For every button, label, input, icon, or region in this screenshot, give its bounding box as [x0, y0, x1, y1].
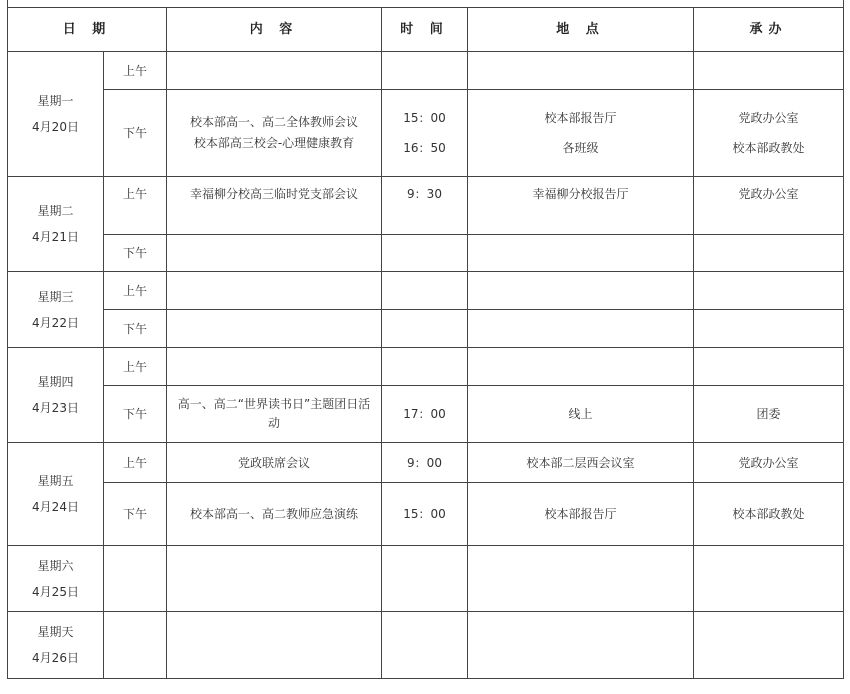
date-cell-sunday — [8, 612, 104, 679]
host-cell: 党政办公室 — [694, 443, 844, 483]
table-row — [8, 90, 844, 177]
time-item: 16：50 — [403, 141, 446, 155]
date-label: 4月20日 — [32, 120, 79, 134]
time-cell — [382, 348, 468, 386]
time-cell: 9：30 — [382, 177, 468, 235]
weekday-label: 星期四 — [37, 375, 74, 389]
period-pm: 下午 — [104, 386, 167, 443]
content-item: 校本部高三校会-心理健康教育 — [193, 136, 355, 150]
place-cell — [468, 612, 694, 679]
content-cell — [167, 52, 382, 90]
weekday-label: 星期天 — [37, 625, 74, 639]
content-cell — [167, 235, 382, 272]
host-cell — [694, 272, 844, 310]
host-cell — [694, 235, 844, 272]
host-item: 校本部政教处 — [732, 141, 805, 155]
weekday-label: 星期六 — [37, 558, 74, 573]
table-row — [8, 546, 844, 612]
period-pm: 下午 — [104, 90, 167, 177]
place-cell — [468, 348, 694, 386]
period-am: 上午 — [104, 177, 167, 235]
host-cell — [694, 52, 844, 90]
content-cell: 党政联席会议 — [167, 443, 382, 483]
period-am: 上午 — [104, 272, 167, 310]
time-cell — [382, 90, 468, 177]
host-cell — [694, 612, 844, 679]
period-pm: 下午 — [104, 235, 167, 272]
period-cell — [104, 612, 167, 679]
host-cell — [694, 348, 844, 386]
time-cell — [382, 546, 468, 612]
table-row — [8, 386, 844, 443]
date-label: 4月24日 — [32, 500, 79, 514]
header-date: 日 期 — [8, 8, 167, 52]
place-cell — [468, 310, 694, 348]
period-pm: 下午 — [104, 483, 167, 546]
date-label: 4月25日 — [32, 584, 79, 599]
table-row — [8, 483, 844, 546]
place-item: 各班级 — [562, 141, 599, 155]
top-margin-row — [8, 0, 844, 8]
time-cell: 9：00 — [382, 443, 468, 483]
host-cell: 团委 — [694, 386, 844, 443]
table-row — [8, 177, 844, 235]
weekday-label: 星期五 — [37, 474, 74, 488]
place-cell — [468, 90, 694, 177]
time-cell — [382, 612, 468, 679]
time-cell — [382, 235, 468, 272]
date-label: 4月22日 — [32, 315, 79, 330]
content-cell — [167, 612, 382, 679]
date-cell-wednesday — [8, 272, 104, 348]
content-cell — [167, 348, 382, 386]
table-row — [8, 235, 844, 272]
content-cell — [167, 272, 382, 310]
place-cell — [468, 52, 694, 90]
time-cell: 17：00 — [382, 386, 468, 443]
header-host: 承办 — [694, 8, 844, 52]
content-cell — [167, 90, 382, 177]
date-cell-saturday — [8, 546, 104, 612]
content-cell — [167, 310, 382, 348]
period-pm: 下午 — [104, 310, 167, 348]
time-cell — [382, 52, 468, 90]
place-cell: 幸福柳分校报告厅 — [468, 177, 694, 235]
date-label: 4月26日 — [32, 651, 79, 665]
date-label: 4月21日 — [32, 230, 79, 244]
header-time: 时 间 — [382, 8, 468, 52]
period-cell — [104, 546, 167, 612]
date-cell-friday — [8, 443, 104, 546]
weekday-label: 星期二 — [37, 204, 74, 218]
date-cell-monday — [8, 52, 104, 177]
host-cell — [694, 546, 844, 612]
place-item: 校本部报告厅 — [544, 111, 617, 125]
table-row — [8, 310, 844, 348]
time-cell — [382, 272, 468, 310]
date-cell-thursday — [8, 348, 104, 443]
schedule-table — [7, 0, 844, 679]
host-cell: 校本部政教处 — [694, 483, 844, 546]
header-place: 地 点 — [468, 8, 694, 52]
table-row — [8, 612, 844, 679]
time-cell: 15：00 — [382, 483, 468, 546]
table-row — [8, 52, 844, 90]
period-am: 上午 — [104, 52, 167, 90]
place-cell: 校本部二层西会议室 — [468, 443, 694, 483]
table-row — [8, 272, 844, 310]
content-cell: 校本部高一、高二教师应急演练 — [167, 483, 382, 546]
content-cell: 高一、高二“世界读书日”主题团日活动 — [167, 386, 382, 443]
table-row — [8, 348, 844, 386]
table-row — [8, 443, 844, 483]
host-cell — [694, 90, 844, 177]
place-cell — [468, 235, 694, 272]
period-am: 上午 — [104, 348, 167, 386]
header-row — [8, 8, 844, 52]
place-cell — [468, 546, 694, 612]
time-cell — [382, 310, 468, 348]
time-item: 15：00 — [403, 111, 446, 125]
host-item: 党政办公室 — [738, 111, 799, 125]
period-am: 上午 — [104, 443, 167, 483]
host-cell: 党政办公室 — [694, 177, 844, 235]
content-cell — [167, 546, 382, 612]
place-cell — [468, 272, 694, 310]
header-content: 内 容 — [167, 8, 382, 52]
date-cell-tuesday — [8, 177, 104, 272]
date-label: 4月23日 — [32, 401, 79, 415]
weekday-label: 星期三 — [37, 289, 74, 304]
place-cell: 校本部报告厅 — [468, 483, 694, 546]
weekday-label: 星期一 — [37, 94, 74, 108]
content-cell: 幸福柳分校高三临时党支部会议 — [167, 177, 382, 235]
place-cell: 线上 — [468, 386, 694, 443]
host-cell — [694, 310, 844, 348]
content-item: 校本部高一、高二全体教师会议 — [189, 115, 358, 129]
